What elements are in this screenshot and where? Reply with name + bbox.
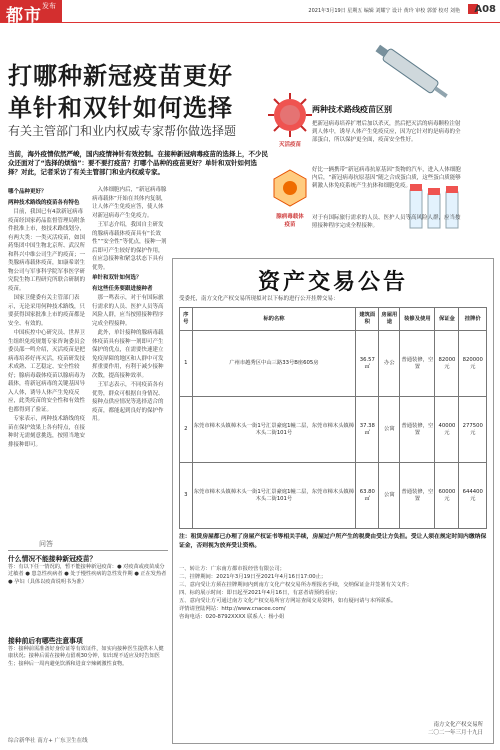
terms-line: 咨询电话：020-8792XXXX 联系人：杨小姐	[179, 614, 285, 620]
table-header-cell: 保证金	[435, 308, 459, 331]
article-subhead: 单针和双针如何选？	[92, 275, 142, 281]
table-cell: 东莞市樟木头镇樟木头一街1号汇景豪庭1幢二层，东莞市樟木头镇樟木头二街101号	[192, 397, 356, 463]
qa-item-2	[8, 638, 168, 668]
table-cell: 广州市越秀区中山三路33号B座605房	[192, 331, 356, 397]
table-cell: 644400元	[459, 463, 487, 529]
section-tag: 发布	[42, 2, 56, 10]
article-paragraph: 中国疾控中心研究员、世界卫生组织免疫规划专家咨询委员会委员邵一鸣介绍，灭活疫苗是把病毒培养好再灭活，疫苗研发技术成熟、工艺稳定、安全性较好；腺病毒载体疫苗以腺病毒为载体，将新冠病毒的关键基因导入人体，诱导人体产生免疫反应，此类疫苗的安全性和有效性也都得到了验证。	[8, 330, 86, 413]
table-cell: 63.80㎡	[356, 463, 379, 529]
article-column-2	[92, 186, 168, 536]
terms-line: 二、挂牌期间：2021年3月19日至2021年4月16日17:00止；	[179, 574, 327, 580]
table-cell: 82000元	[435, 331, 459, 397]
subheadline: 有关主管部门和业内权威专家帮你做选择题	[8, 124, 237, 138]
table-header-cell: 建筑面积	[356, 308, 379, 331]
signature-date: 二〇二一年三月十九日	[427, 730, 483, 736]
article-paragraph: 王军志表示，不同疫苗各有优势，群众可根据自身情况、接种点供应情况等选择适合的疫苗，都能起到良好的保护作用。	[92, 382, 164, 422]
article-paragraph: 专家表示，两种技术路线的疫苗在保护效果上各有特点，在接种时无需刻意挑选，按照当地安排接种即可。	[8, 416, 86, 448]
table-cell: 普通装修，空置	[400, 331, 435, 397]
headline-line-1: 打哪种新冠疫苗更好	[8, 61, 233, 90]
page-footer: 综合新华社 南方+ 广东卫生在线	[8, 738, 88, 744]
table-row	[180, 397, 487, 463]
table-cell: 820000元	[459, 331, 487, 397]
qa-question: 什么情况不能接种新冠疫苗？	[8, 555, 97, 563]
table-header-cell: 标的名称	[192, 308, 356, 331]
graphic-title: 两种技术路线疫苗区别	[312, 105, 392, 114]
section-name: 都市	[6, 6, 42, 26]
table-cell: 普通装修，空置	[400, 397, 435, 463]
article-paragraph: 入体细胞内后，“新冠病毒腺病毒载体”开始在其体内复制，让人体产生免疫应答，使人体对新冠病毒产生免疫力。	[92, 187, 167, 219]
article-column-1	[8, 186, 86, 536]
table-cell: 37.38㎡	[356, 397, 379, 463]
table-cell: 公寓	[379, 463, 400, 529]
table-cell: 普通装修，空置	[400, 463, 435, 529]
table-cell: 办公	[379, 331, 400, 397]
qa-question: 接种前后有哪些注意事项	[8, 637, 83, 645]
terms-line: 五、意向受让方可通过南方文化产权交易所官方网站查阅交易资料，如有疑问请与本所联系。	[179, 598, 397, 604]
table-cell: 60000元	[435, 463, 459, 529]
notice-signature	[428, 721, 483, 737]
label-adenovirus: 腺病毒载体疫苗	[276, 214, 304, 228]
asset-trading-notice	[172, 258, 494, 744]
signature-org: 南方文化产权交易所	[433, 722, 483, 728]
qa-answer: 答：接种前需准备好身份证等有效证件，如实向接种医生提供本人健康状况；接种后需在接种点留观30分钟，如出现不适应及时告知医生；接种后一周内避免饮酒和进食辛辣刺激性食物。	[8, 645, 164, 667]
notice-note: 注：租赁房屋都已办理了房屋产权证书等相关手续，房屋过户所产生的税费由受让方负担。受让人须在规定时间内缴纳保证金，否则视为放弃受让资格。	[179, 534, 487, 549]
issue-meta: 2021年3月19日 星期五 编辑 刘耀宁 设计 黄玲 审校 郭蕾 校对 刘艳	[308, 8, 460, 14]
article-paragraph: 此外，单针接种的腺病毒载体疫苗具有接种一剂即可产生保护的优点，在需要快速建立免疫屏障的地区和人群中可发挥重要作用，有利于减少接种次数，提高接种效率。	[92, 330, 164, 379]
page-header	[0, 0, 500, 26]
article-subhead: 哪个品种更好？	[8, 189, 47, 195]
page-number: A08	[474, 4, 496, 15]
label-inactivated: 灭活疫苗	[278, 142, 301, 148]
table-cell: 1	[180, 331, 193, 397]
table-row	[180, 463, 487, 529]
table-row	[180, 331, 487, 397]
qa-section-label: 问答	[36, 539, 56, 549]
table-cell: 36.57㎡	[356, 331, 379, 397]
table-cell: 2	[180, 397, 193, 463]
terms-line: 详情请登陆网站：http://www.cnacee.com/	[179, 606, 286, 612]
article-subhead: 两种技术路线的疫苗各有特色	[8, 199, 80, 206]
article-paragraph: 那一鸣表示，对于有国际旅行需求的人员、医护人员等高风险人群，应当按照接种程序完成全程接种。	[92, 295, 164, 327]
terms-line: 三、意向受让方须在挂牌期间内到南方文化产权交易所办理报名手续，交纳保证金并签署有关文件；	[179, 582, 413, 588]
asset-table	[179, 307, 487, 529]
terms-line: 一、转让方：广东南方都市报经营有限公司；	[179, 566, 285, 572]
article-lead: 当前，海外疫情依然严峻，国内疫情神针有效控制。在接种新冠病毒疫苗的选择上，不少民众还面对了“选择的烦恼”：要不要打疫苗？打哪个品种的疫苗更好？单针和双针如何选择？对此，记者采访了有关主管部门和业内权威专家。	[8, 150, 268, 176]
notice-title: 资产交易公告	[257, 269, 408, 295]
article-subhead: 有这些任务要跟进接种者	[92, 285, 153, 292]
table-cell: 公寓	[379, 397, 400, 463]
graphic-text-1: 把新冠病毒培养扩增后加以杀灭，然后把灭活的病毒颗粒注射到人体中，诱导人体产生免疫反应，因为它针对的是病毒的全部蛋白，所以保护更全面，疫苗安全性好。	[312, 121, 461, 143]
table-cell: 东莞市樟木头镇樟木头一街1号汇景豪庭1幢二层，东莞市樟木头镇樟木头二街101号	[192, 463, 356, 529]
graphic-text-3: 对于有国际旅行需求的人员、医护人员等高风险人群，应当按照接种程序完成全程接种。	[312, 215, 461, 229]
graphic-text-2: 好比一辆携带“新冠病毒抗原基因”货物的汽车，进入人体细胞内后，“新冠病毒抗原基因”随之合成蛋白质，这些蛋白质能够刺激人体免疫系统产生抗体和细胞免疫。	[312, 167, 461, 189]
table-cell: 40000元	[435, 397, 459, 463]
notice-intro: 受委托，南方文化产权交易所现拟对以下标的进行公开挂牌交易：	[179, 296, 339, 302]
qa-item-1	[8, 556, 168, 586]
article-paragraph: 国家卫健委有关主管部门表示，无论采用何种技术路线，只要获得国家批准上市的疫苗都是安全、有效的。	[8, 295, 86, 327]
table-header-cell: 装修及使用	[400, 308, 435, 331]
headline-line-2: 单针和双针如何选择	[8, 93, 233, 122]
table-header-row	[180, 308, 487, 331]
terms-line: 四、标的展示时间：即日起至2021年4月16日，有意者请预约看房；	[179, 590, 341, 596]
table-header-cell: 序号	[180, 308, 193, 331]
table-cell: 277500元	[459, 397, 487, 463]
article-paragraph: 目前，我国已有4款新冠病毒疫苗经国家药品监督管理局附条件批准上市，按技术路线划分，有两大类：一类灭活疫苗，如国药集团中国生物北京所、武汉所和科兴中维公司生产的疫苗；一类腺病毒载体疫苗，如康希诺生物公司与军事科学院军事医学研究院生物工程研究所联合研制的疫苗。	[8, 209, 86, 292]
qa-divider	[8, 540, 168, 551]
article-paragraph: 王军志介绍，我国自主研发的腺病毒载体疫苗具有“长效性”“安全性”等优点，接种一剂后即可产生较好的保护作用，在应急接种和紧急状态下具有优势。	[92, 222, 167, 271]
table-header-cell: 挂牌价	[459, 308, 487, 331]
table-cell: 3	[180, 463, 193, 529]
notice-terms	[179, 565, 487, 621]
qa-answer: 答：有以下任一情况的，暂不能接种新冠疫苗：● 对疫苗或疫苗成分过敏者 ● 患急性疾病者 ● 处于慢性疾病的急性发作期 ● 正在发热者 ● 孕妇（具体以疫苗说明书为准）	[8, 563, 167, 585]
section-masthead	[0, 0, 62, 26]
table-header-cell: 房屋用途	[379, 308, 400, 331]
